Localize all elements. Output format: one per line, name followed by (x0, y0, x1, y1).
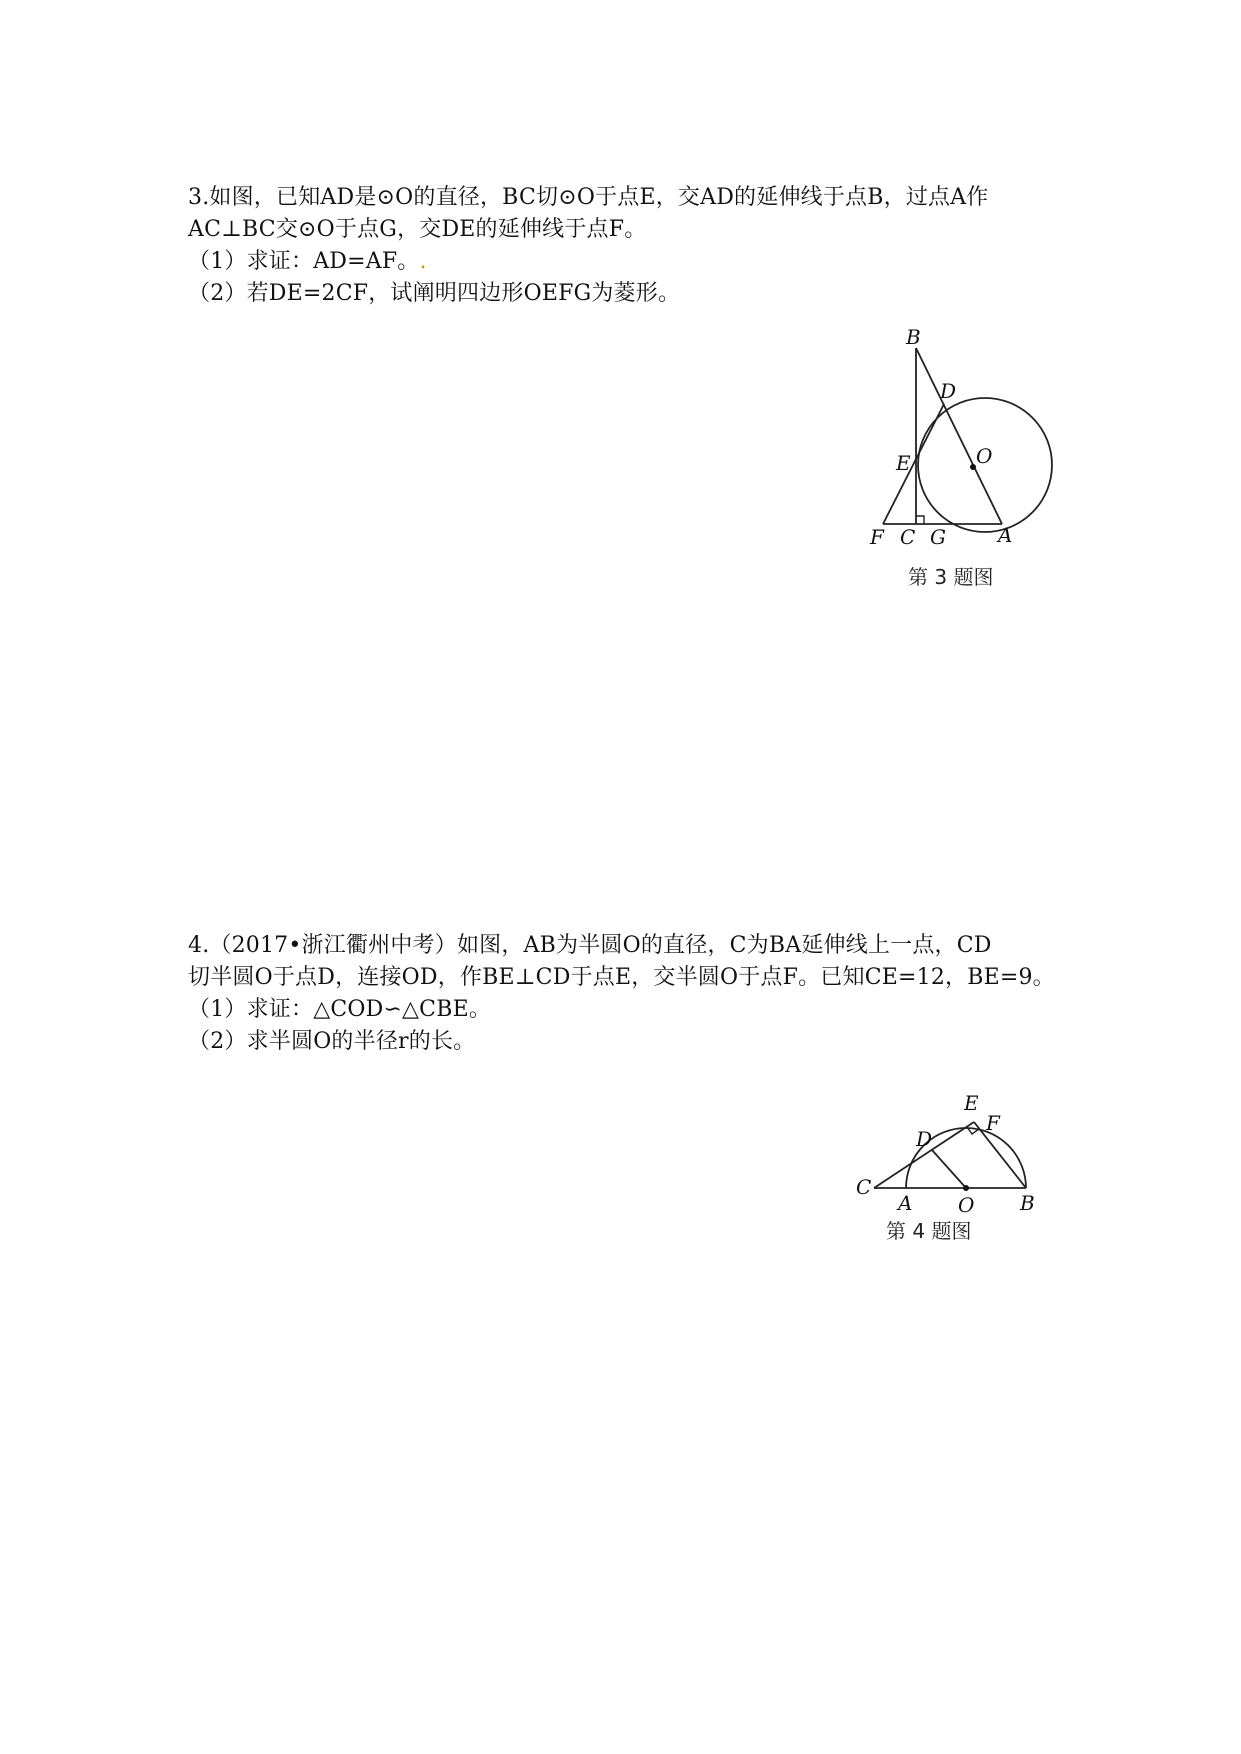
problem-3-line-2: AC⊥BC交⊙O于点G，交DE的延伸线于点F。 (188, 217, 647, 242)
segment-ba (916, 348, 1002, 524)
problem-4-question-2: （2）求半圆O的半径r的长。 (188, 1029, 476, 1054)
label-e: E (964, 1091, 979, 1115)
right-angle-mark (916, 516, 924, 524)
label-a: A (998, 523, 1013, 547)
label-o: O (976, 444, 993, 468)
problem-3-question-2: （2）若DE=2CF，试阐明四边形OEFG为菱形。 (188, 281, 681, 306)
figure-4 (836, 1072, 1048, 1246)
label-g: G (930, 525, 946, 549)
label-e: E (896, 451, 911, 475)
problem-4 (188, 930, 1058, 1058)
label-b: B (906, 325, 921, 349)
problem-3 (188, 182, 1058, 310)
problem-4-question-1: （1）求证：△COD∽△CBE。 (188, 997, 492, 1022)
label-b: B (1020, 1191, 1035, 1215)
figure-3-diagram (850, 318, 1060, 598)
figure-4-diagram (836, 1072, 1048, 1246)
label-d: D (940, 379, 957, 403)
figure-3 (850, 318, 1060, 598)
center-dot (963, 1185, 969, 1191)
segment-fd (883, 404, 944, 524)
problem-3-line-1: 3.如图，已知AD是⊙O的直径，BC切⊙O于点E，交AD的延伸线于点B，过点A作 (188, 185, 989, 210)
problem-3-question-1-mark: . (419, 249, 427, 274)
label-f: F (870, 525, 884, 549)
segment-be (974, 1122, 1026, 1188)
problem-4-line-1: 4.（2017•浙江衢州中考）如图，AB为半圆O的直径，C为BA延伸线上一点，CD (188, 933, 992, 958)
figure-3-caption: 第 3 题图 (908, 565, 994, 589)
problem-4-line-2: 切半圆O于点D，连接OD，作BE⊥CD于点E，交半圆O于点F。已知CE=12，BE=9。 (188, 965, 1055, 990)
label-o: O (958, 1193, 975, 1217)
label-c: C (856, 1175, 872, 1199)
label-d: D (916, 1127, 933, 1151)
problem-3-question-1-text: （1）求证：AD=AF。 (188, 249, 420, 274)
label-c: C (900, 525, 916, 549)
figure-4-caption: 第 4 题图 (886, 1219, 972, 1243)
segment-od (932, 1150, 966, 1188)
problem-3-question-1 (188, 246, 1058, 278)
label-a: A (898, 1191, 913, 1215)
label-f: F (986, 1111, 1000, 1135)
